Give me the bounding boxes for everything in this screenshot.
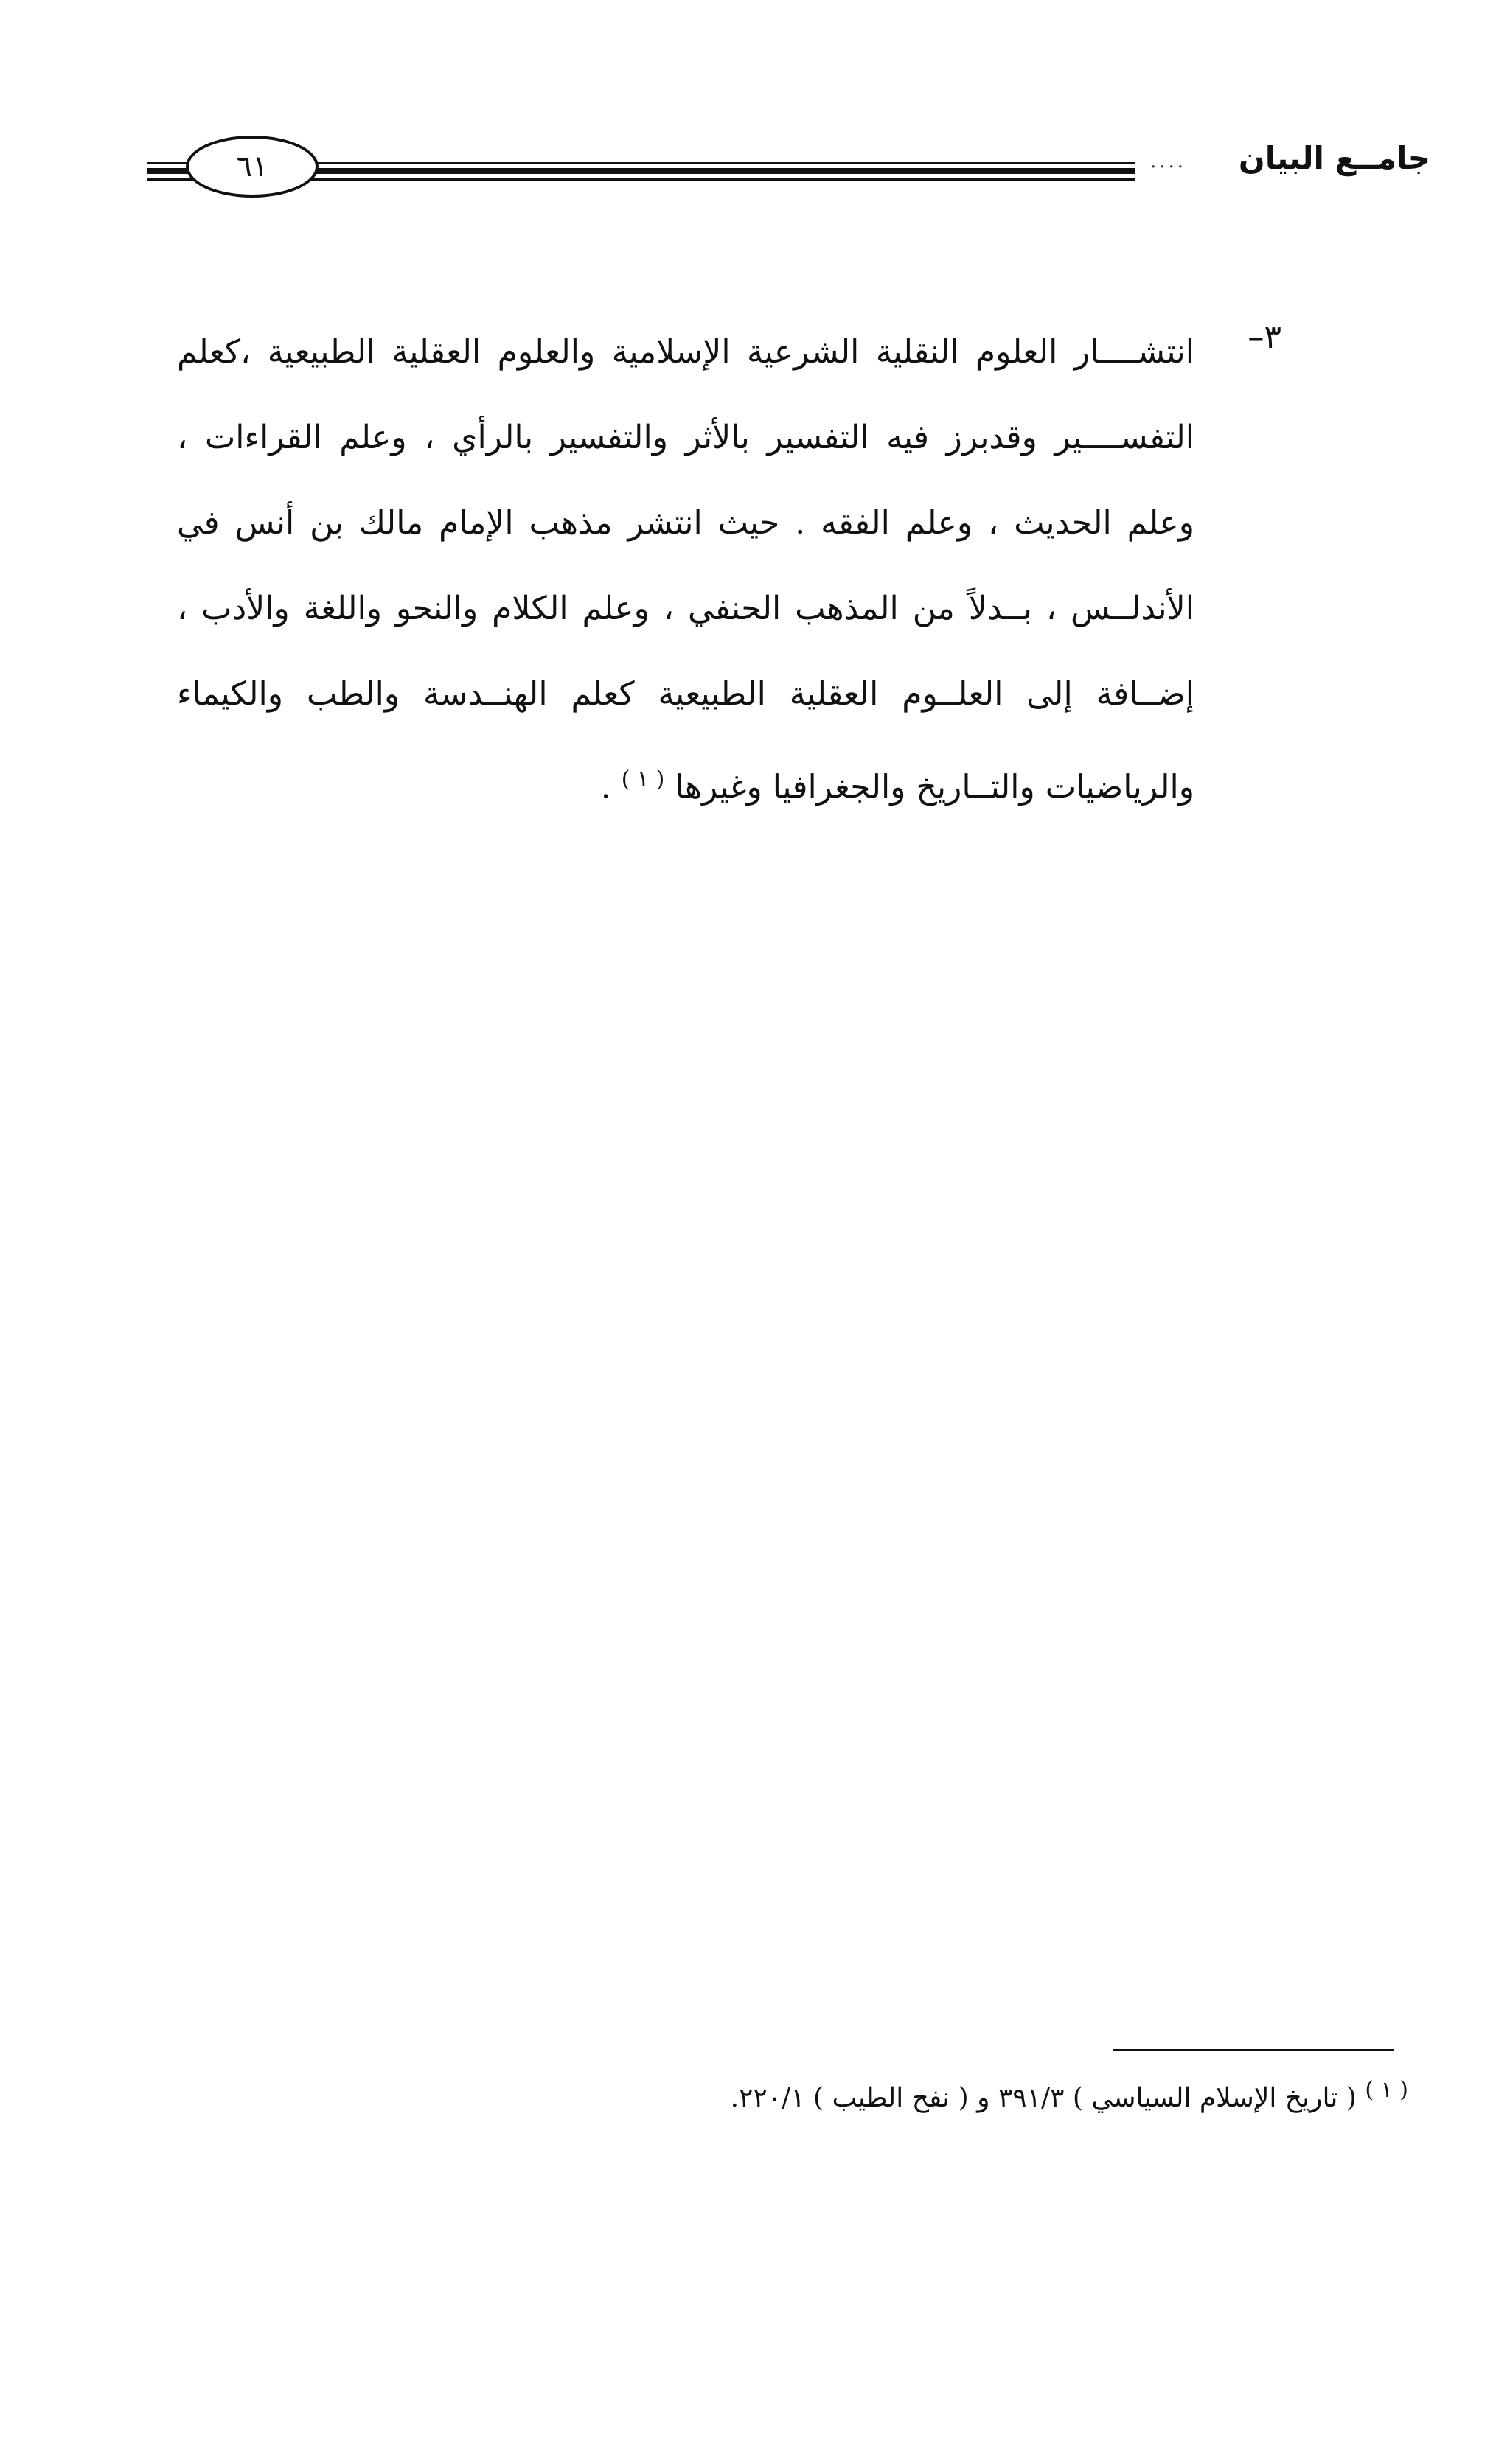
footnote-reference: ( ١ ) <box>621 767 665 792</box>
list-item-number: ٣– <box>1248 318 1281 356</box>
book-title: جامــع البيان <box>1238 140 1430 176</box>
footnote-separator <box>1113 2049 1394 2051</box>
footnote <box>560 2064 1408 2125</box>
page-number: ٦١ <box>186 136 319 198</box>
paragraph-end-mark: . <box>600 768 611 806</box>
body-paragraph <box>177 310 1194 831</box>
footnote-body: ( تاريخ الإسلام السياسي ) ٣٩١/٣ و ( نفح الطيب ) ٢٢٠/١. <box>730 2083 1357 2113</box>
footnote-marker: ( ١ ) <box>1365 2077 1408 2103</box>
paragraph-text: انتشــــار العلوم النقلية الشرعية الإسلامية والعلوم العقلية الطبيعية ،كعلم التفســــير وقدبرز فيه التفسير بالأثر والتفسير بالرأي ، وعلم القراءات ، وعلم الحديث ، وعلم الفقه . حيث انتشر مذهب الإمام مالك بن أنس في الأندلــس ، بــدلاً من المذهب الحنفي ، وعلم الكلام والنحو واللغة والأدب ، إضــافة إلى العلــوم العقلية الطبيعية كعلم الهنــدسة والطب والكيماء والرياضيات والتــاريخ والجغرافيا وغيرها <box>177 333 1195 806</box>
running-header <box>147 131 1430 190</box>
header-leader-dots: .... <box>1150 150 1187 172</box>
